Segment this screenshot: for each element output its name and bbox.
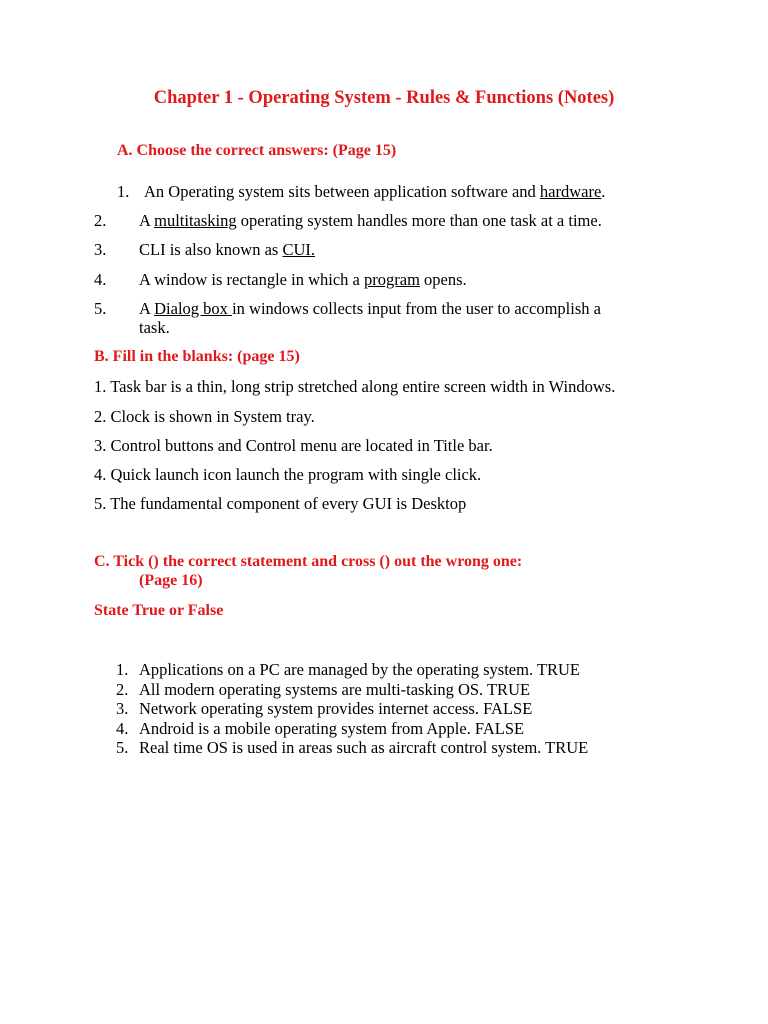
answer-text: CUI.: [282, 240, 315, 259]
page-title: Chapter 1 - Operating System - Rules & Functions (Notes): [153, 88, 615, 108]
section-b-item: 1. Task bar is a thin, long strip stretched along entire screen width in Windows.: [94, 377, 616, 396]
section-a-item-number: 5.: [94, 299, 107, 318]
section-c-item: Real time OS is used in areas such as aircraft control system. TRUE: [139, 738, 589, 757]
section-a-item-number: 4.: [94, 270, 107, 289]
section-c-item: All modern operating systems are multi-tasking OS. TRUE: [139, 680, 531, 699]
section-c-item-number: 1.: [116, 660, 129, 679]
section-c-item-number: 3.: [116, 699, 129, 718]
section-a-item: An Operating system sits between application software and hardware.: [144, 182, 606, 201]
section-a-item: A Dialog box in windows collects input from the user to accomplish a: [139, 299, 601, 318]
section-a-item-continuation: task.: [139, 318, 170, 337]
section-c-item-number: 5.: [116, 738, 129, 757]
section-c-item-number: 4.: [116, 719, 129, 738]
section-a-item-number: 3.: [94, 240, 107, 259]
section-b-item: 3. Control buttons and Control menu are located in Title bar.: [94, 436, 493, 455]
section-a-heading: A. Choose the correct answers: (Page 15): [117, 142, 397, 159]
section-c-heading-continuation: (Page 16): [139, 572, 203, 589]
section-a-item-number: 1.: [117, 182, 130, 201]
section-c-item-number: 2.: [116, 680, 129, 699]
section-b-item: 5. The fundamental component of every GUI is Desktop: [94, 494, 467, 513]
section-c-heading: C. Tick () the correct statement and cross () out the wrong one:: [94, 553, 523, 570]
answer-text: program: [364, 270, 420, 289]
section-c-subheading: State True or False: [94, 602, 224, 619]
section-c-item: Network operating system provides internet access. FALSE: [139, 699, 533, 718]
section-b-heading: B. Fill in the blanks: (page 15): [94, 348, 300, 365]
section-b-item: 2. Clock is shown in System tray.: [94, 407, 315, 426]
answer-text: Dialog box: [154, 299, 233, 318]
answer-text: multitasking: [154, 211, 237, 230]
section-a-item: CLI is also known as CUI.: [139, 240, 315, 259]
section-a-item: A window is rectangle in which a program opens.: [139, 270, 467, 289]
answer-text: hardware: [539, 182, 602, 201]
section-c-item: Android is a mobile operating system from Apple. FALSE: [139, 719, 525, 738]
section-c-item: Applications on a PC are managed by the operating system. TRUE: [139, 660, 580, 679]
section-b-item: 4. Quick launch icon launch the program with single click.: [94, 465, 482, 484]
section-a-item-number: 2.: [94, 211, 107, 230]
section-a-item: A multitasking operating system handles more than one task at a time.: [139, 211, 602, 230]
